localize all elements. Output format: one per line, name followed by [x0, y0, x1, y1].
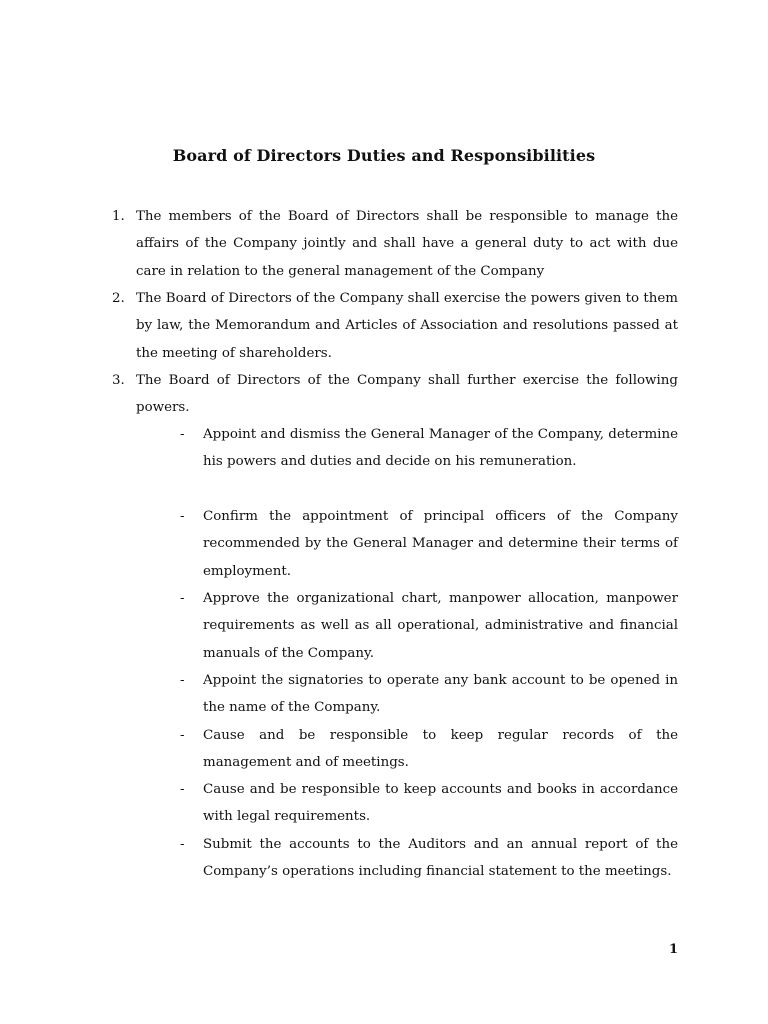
- list-item-number: 1.: [112, 209, 125, 224]
- sub-item-1: [180, 421, 678, 476]
- sub-item-dash: -: [180, 673, 185, 688]
- sub-item-dash: -: [180, 509, 185, 524]
- sub-item-4: [180, 667, 678, 722]
- sub-item-text: Approve the organizational chart, manpower allocation, manpower requirements as well as all operational, administrative and financial manuals of the Company.: [203, 591, 678, 661]
- list-item-3: [112, 367, 678, 422]
- sub-item-7: [180, 831, 678, 886]
- document-title-text: Board of Directors Duties and Responsibilities: [172, 146, 596, 165]
- sub-item-dash: -: [180, 591, 185, 606]
- list-item-text: The Board of Directors of the Company shall exercise the powers given to them by law, the Memorandum and Articles of Association and resolutions passed at the meeting of shareholders.: [136, 291, 678, 361]
- list-item-text: The Board of Directors of the Company shall further exercise the following powers.: [136, 373, 678, 416]
- document-title: [0, 146, 768, 165]
- sub-item-dash: -: [180, 427, 185, 442]
- sub-item-dash: -: [180, 837, 185, 852]
- list-item-text: The members of the Board of Directors shall be responsible to manage the affairs of the Company jointly and shall have a general duty to act with due care in relation to the general management of the Company: [136, 209, 678, 279]
- page-number: 1: [668, 942, 678, 957]
- sub-item-text: Cause and be responsible to keep regular records of the management and of meetings.: [203, 728, 678, 771]
- sub-item-2: [180, 503, 678, 585]
- sub-item-dash: -: [180, 782, 185, 797]
- sub-item-text: Confirm the appointment of principal officers of the Company recommended by the General Manager and determine their terms of employment.: [203, 509, 678, 579]
- sub-item-text: Appoint the signatories to operate any bank account to be opened in the name of the Company.: [203, 673, 678, 716]
- list-item-number: 2.: [112, 291, 125, 306]
- sub-item-text: Appoint and dismiss the General Manager of the Company, determine his powers and duties and decide on his remuneration.: [203, 427, 678, 470]
- list-item-1: [112, 203, 678, 285]
- sub-item-6: [180, 776, 678, 831]
- list-item-number: 3.: [112, 373, 125, 388]
- sub-item-5: [180, 722, 678, 777]
- sub-item-3: [180, 585, 678, 667]
- sub-item-text: Cause and be responsible to keep accounts and books in accordance with legal requirements.: [203, 782, 678, 825]
- list-item-2: [112, 285, 678, 367]
- sub-item-dash: -: [180, 728, 185, 743]
- sub-item-text: Submit the accounts to the Auditors and an annual report of the Company’s operations including financial statement to the meetings.: [203, 837, 678, 880]
